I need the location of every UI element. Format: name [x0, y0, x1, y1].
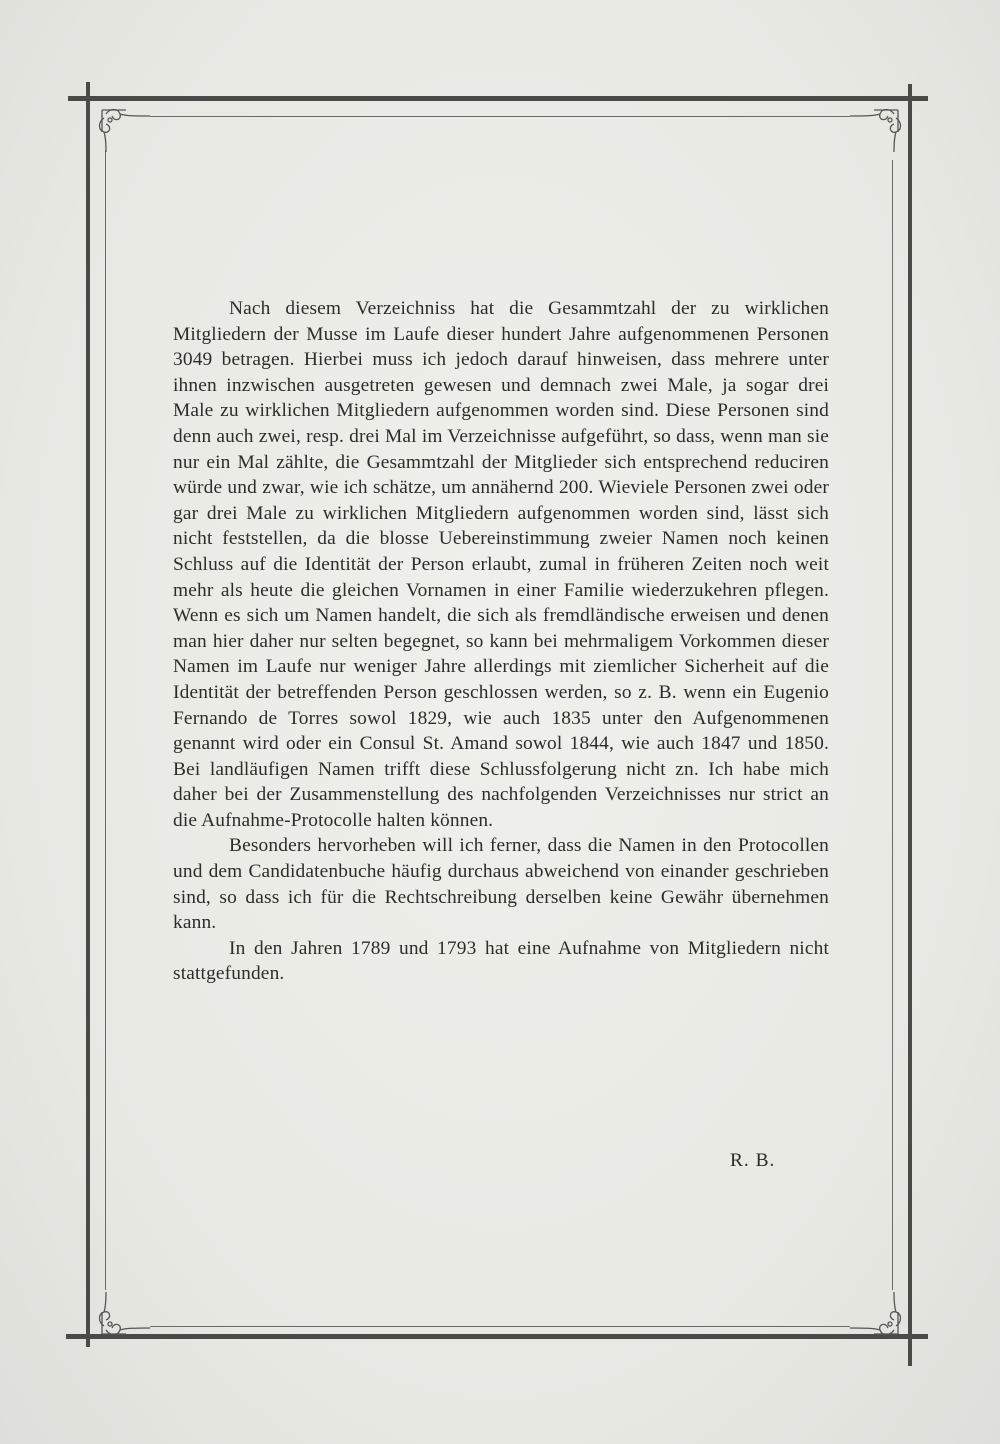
- scroll-ornament-icon: [844, 106, 904, 156]
- scroll-ornament-icon: [96, 106, 156, 156]
- paragraph: Nach diesem Verzeichniss hat die Gesammtzahl der zu wirklichen Mitgliedern der Musse im Laufe dieser hundert Jahre aufgenommenen Personen 3049 betragen. Hierbei muss ich jedoch darauf hinweisen, dass mehrere unter ihnen inzwischen ausgetreten gewesen und demnach zwei Male, ja sogar drei Male zu wirklichen Mitgliedern aufgenommen worden sind. Diese Personen sind denn auch zwei, resp. drei Mal im Verzeichnisse aufgeführt, so dass, wenn man sie nur ein Mal zählte, die Gesammtzahl der Mitglieder sich entsprechend reduciren würde und zwar, wie ich schätze, um annähernd 200. Wieviele Personen zwei oder gar drei Male zu wirklichen Mitgliedern aufgenommen worden sind, lässt sich nicht feststellen, da die blosse Uebereinstimmung zweier Namen noch keinen Schluss auf die Identität der Person erlaubt, zumal in früheren Zeiten noch weit mehr als heute die gleichen Vornamen in einer Familie wiederzukehren pflegen. Wenn es sich um Namen handelt, die sich als fremdländische erweisen und denen man hier daher nur selten begegnet, so kann bei mehrmaligem Vorkommen dieser Namen im Laufe nur weniger Jahre allerdings mit ziemlicher Sicherheit auf die Identität der betreffenden Person geschlossen werden, so z. B. wenn ein Eugenio Fernando de Torres sowol 1829, wie auch 1835 unter den Aufgenommenen genannt wird oder ein Consul St. Amand sowol 1844, wie auch 1847 und 1850. Bei landläufigen Namen trifft diese Schlussfolgerung nicht zn. Ich habe mich daher bei der Zusammenstellung des nachfolgenden Verzeichnisses nur strict an die Aufnahme-Protocolle halten können.: [173, 298, 829, 831]
- paragraph: Besonders hervorheben will ich ferner, dass die Namen in den Protocollen und dem Candidatenbuche häufig durchaus abweichend von einander geschrieben sind, so dass ich für die Rechtschreibung derselben keine Gewähr übernehmen kann.: [173, 835, 829, 934]
- scroll-ornament-icon: [96, 1288, 156, 1338]
- frame-rule-left: [86, 82, 90, 1347]
- scroll-ornament-icon: [844, 1288, 904, 1338]
- inner-rule-top: [150, 116, 850, 117]
- frame-rule-bottom: [66, 1334, 928, 1339]
- inner-rule-left: [105, 150, 106, 1290]
- paragraph: In den Jahren 1789 und 1793 hat eine Aufnahme von Mitgliedern nicht stattgefunden.: [173, 937, 829, 985]
- frame-rule-top: [68, 96, 928, 101]
- signature: R. B.: [730, 1150, 776, 1171]
- frame-rule-right: [908, 84, 912, 1366]
- inner-rule-right: [892, 160, 893, 1290]
- inner-rule-bottom: [150, 1326, 850, 1327]
- body-text: [173, 296, 829, 987]
